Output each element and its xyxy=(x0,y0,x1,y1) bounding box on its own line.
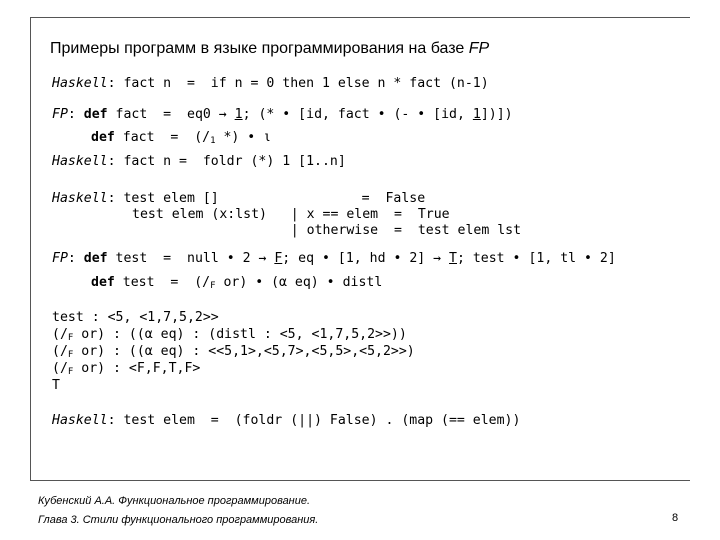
fp-fact-def-1: FP: def fact = eq0 → 1; (* • [id, fact • (- • [id, 1])]) xyxy=(52,107,513,122)
fp-test-def-1: FP: def test = null • 2 → F; eq • [1, hd • 2] → T; test • [1, tl • 2] xyxy=(52,251,616,266)
haskell-test-elem-foldr: Haskell: test elem = (foldr (||) False) . (map (== elem)) xyxy=(52,413,521,428)
fp-test-def-2: def test = ($/_F$ or) • (α eq) • distl xyxy=(91,275,383,291)
eval-step-1: test : <5, <1,7,5,2>> xyxy=(52,310,219,325)
eval-step-2: ($/_F$ or) : ((α eq) : (distl : <5, <1,7,5,2>>)) xyxy=(52,327,407,343)
slide-frame-left xyxy=(30,17,31,480)
footer-chapter: Глава 3. Стили функционального программирования. xyxy=(38,514,319,526)
slide-title: Примеры программ в языке программирования на базе FP xyxy=(50,40,490,57)
haskell-test-elem-1: Haskell: test elem [] = False xyxy=(52,191,426,206)
haskell-fact-foldr: Haskell: fact n = foldr (*) 1 [1..n] xyxy=(52,154,346,169)
footer-author: Кубенский А.А. Функциональное программирование. xyxy=(38,495,311,507)
eval-result: T xyxy=(52,378,60,393)
fp-fact-def-2: def fact = ($/_1$ *) • ι xyxy=(91,130,272,146)
slide-frame-top xyxy=(30,17,690,18)
slide-frame-bottom xyxy=(30,480,690,481)
eval-step-3: ($/_F$ or) : ((α eq) : <<5,1>,<5,7>,<5,5>,<5,2>>) xyxy=(52,344,415,360)
haskell-test-elem-2: test elem (x:lst) | x == elem = True xyxy=(132,207,450,222)
eval-step-4: ($/_F$ or) : <F,F,T,F> xyxy=(52,361,201,377)
haskell-test-elem-3: | otherwise = test elem lst xyxy=(132,223,522,238)
haskell-fact-recursive: Haskell: fact n = if n = 0 then 1 else n * fact (n-1) xyxy=(52,76,489,91)
page-number: 8 xyxy=(672,512,679,524)
